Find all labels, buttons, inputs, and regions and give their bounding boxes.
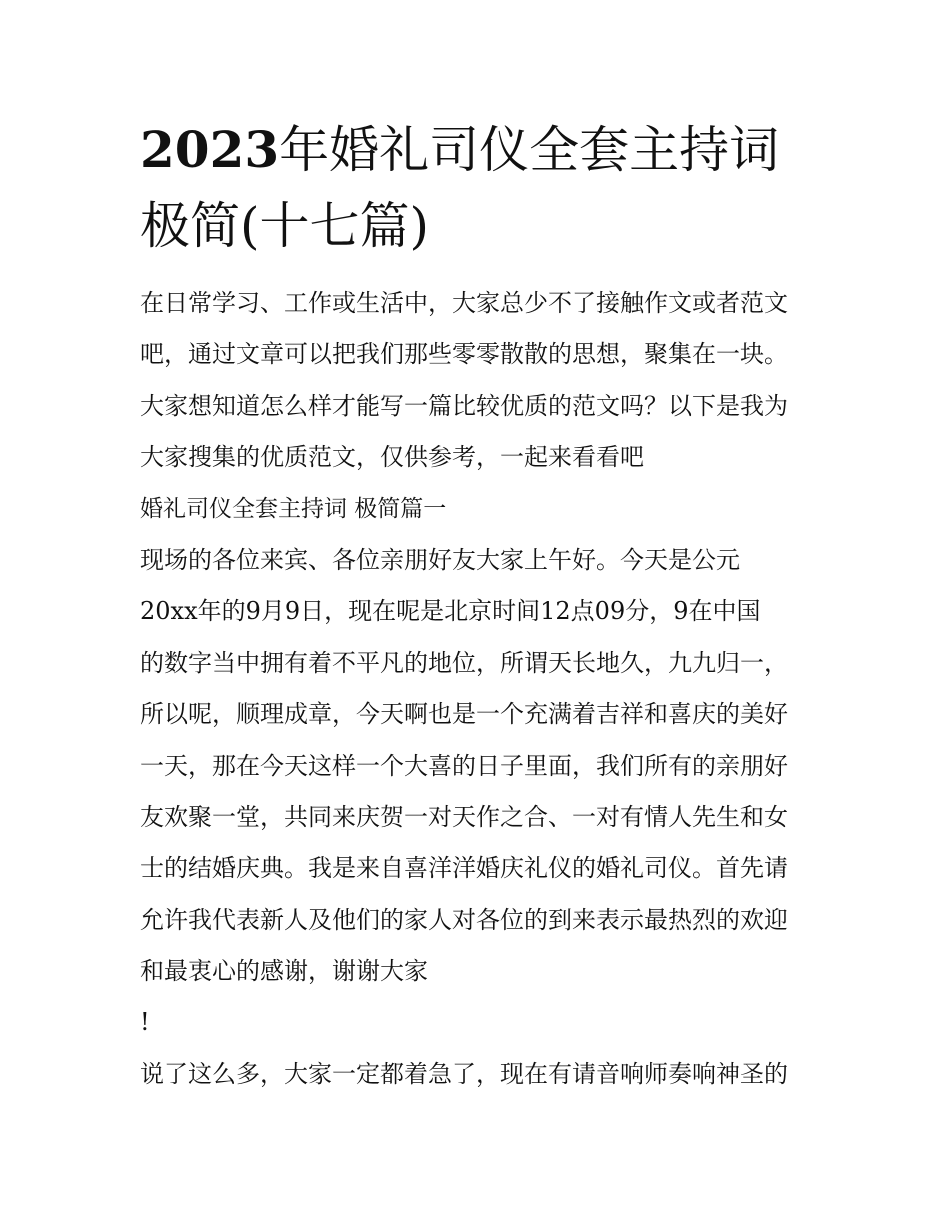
body-line-6: 友欢聚一堂，共同来庆贺一对天作之合、一对有情人先生和女 <box>140 802 788 831</box>
body-line-10: ! <box>140 1008 150 1037</box>
title-line-1 <box>140 112 820 188</box>
body-line-8: 允许我代表新人及他们的家人对各位的到来表示最热烈的欢迎 <box>140 905 788 934</box>
document-title <box>140 112 820 264</box>
body-line-4: 所以呢，顺理成章，今天啊也是一个充满着吉祥和喜庆的美好 <box>140 700 788 729</box>
body-line-1: 现场的各位来宾、各位亲朋好友大家上午好。今天是公元 <box>140 545 740 574</box>
intro-line-3: 大家想知道怎么样才能写一篇比较优质的范文吗？以下是我为 <box>140 391 788 420</box>
body-line-3: 的数字当中拥有着不平凡的地位，所谓天长地久，九九归一， <box>140 648 788 677</box>
intro-line-2: 吧，通过文章可以把我们那些零零散散的思想，聚集在一块。 <box>140 340 788 369</box>
intro-line-1: 在日常学习、工作或生活中，大家总少不了接触作文或者范文 <box>140 289 788 317</box>
body-line-5: 一天，那在今天这样一个大喜的日子里面，我们所有的亲朋好 <box>140 751 788 780</box>
intro-line-4: 大家搜集的优质范文，仅供参考，一起来看看吧 <box>140 443 644 472</box>
title-line-1-text: 年婚礼司仪全套主持词 <box>279 121 780 179</box>
body-line-7: 士的结婚庆典。我是来自喜洋洋婚庆礼仪的婚礼司仪。首先请 <box>140 854 788 883</box>
body-line-2: 20xx年的9月9日，现在呢是北京时间12点09分，9在中国 <box>140 597 761 626</box>
title-line-2: 极简(十七篇) <box>140 197 430 255</box>
document-body <box>140 278 816 1100</box>
body-line-11: 说了这么多，大家一定都着急了，现在有请音响师奏响神圣的 <box>140 1059 788 1088</box>
section-heading: 婚礼司仪全套主持词 极简篇一 <box>140 495 447 522</box>
body-line-9: 和最衷心的感谢，谢谢大家 <box>140 957 428 986</box>
title-year: 2023 <box>140 120 280 179</box>
